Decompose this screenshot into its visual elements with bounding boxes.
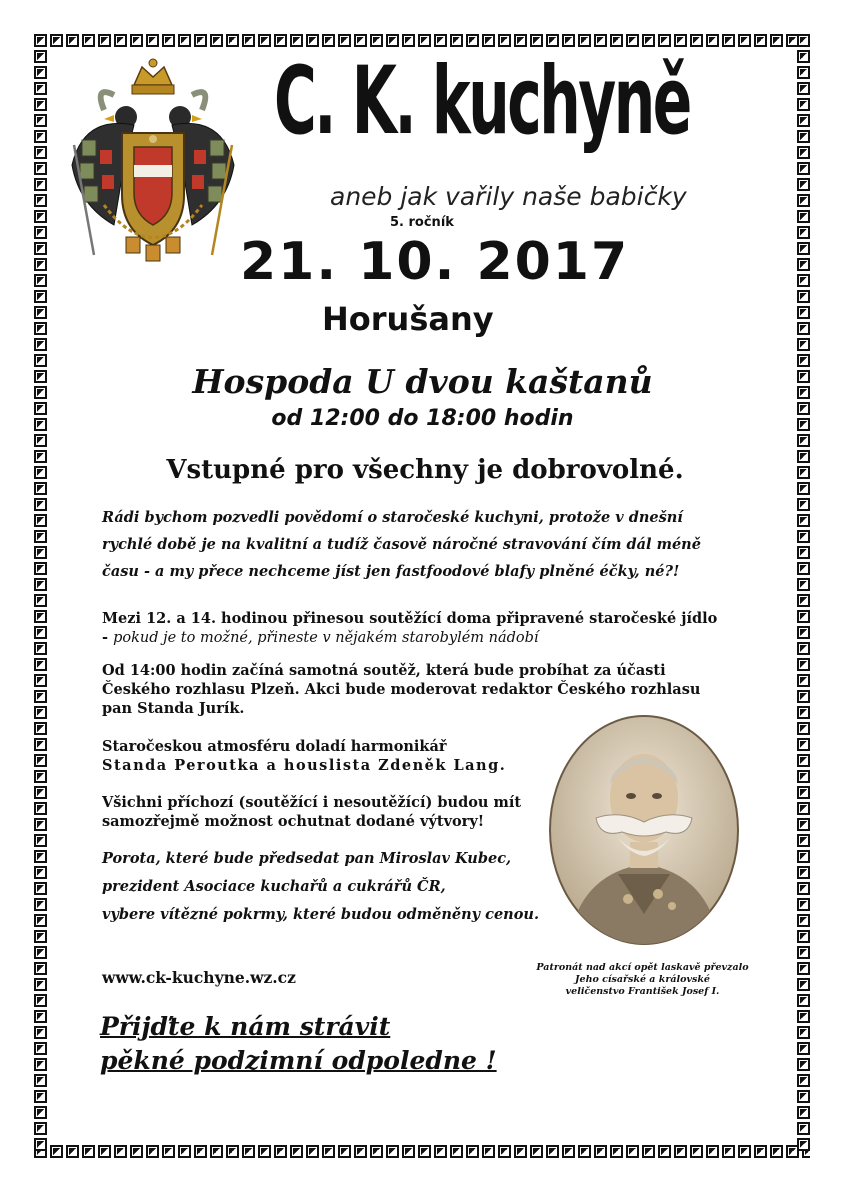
border-tile — [658, 1145, 671, 1158]
border-tile — [34, 370, 47, 383]
border-tile — [34, 674, 47, 687]
border-tile — [34, 162, 47, 175]
border-tile — [338, 34, 351, 47]
border-top — [34, 34, 810, 47]
border-tile — [50, 34, 63, 47]
border-tile — [797, 578, 810, 591]
border-tile — [797, 962, 810, 975]
border-tile — [306, 34, 319, 47]
delivery-paragraph — [102, 609, 717, 648]
tasting-line: Všichni příchozí (soutěžící i nesoutěžící) budou mít — [102, 794, 522, 811]
border-tile — [34, 98, 47, 111]
border-tile — [34, 274, 47, 287]
border-tile — [797, 706, 810, 719]
border-tile — [34, 578, 47, 591]
border-tile — [354, 1145, 367, 1158]
caption-line: Jeho císařské a královské — [575, 974, 710, 985]
border-tile — [797, 1026, 810, 1039]
border-tile — [797, 930, 810, 943]
border-tile — [797, 722, 810, 735]
jury-line: vybere vítězné pokrmy, které budou odměněny cenou. — [102, 906, 539, 923]
border-tile — [98, 1145, 111, 1158]
website-link[interactable]: www.ck-kuchyne.wz.cz — [102, 968, 296, 987]
border-tile — [34, 1042, 47, 1055]
border-tile — [797, 386, 810, 399]
border-tile — [402, 1145, 415, 1158]
border-tile — [797, 1058, 810, 1071]
border-tile — [797, 690, 810, 703]
border-tile — [34, 130, 47, 143]
border-tile — [34, 1106, 47, 1119]
border-tile — [162, 1145, 175, 1158]
border-tile — [797, 674, 810, 687]
border-tile — [546, 1145, 559, 1158]
border-tile — [34, 738, 47, 751]
border-tile — [34, 450, 47, 463]
tasting-line: samozřejmě možnost ochutnat dodané výtvory! — [102, 813, 485, 830]
intro-paragraph — [102, 504, 762, 585]
border-tile — [797, 466, 810, 479]
border-tile — [797, 402, 810, 415]
border-tile — [797, 802, 810, 815]
border-tile — [34, 226, 47, 239]
border-tile — [797, 1106, 810, 1119]
border-tile — [797, 562, 810, 575]
border-tile — [34, 434, 47, 447]
event-hours: od 12:00 do 18:00 hodin — [271, 406, 574, 431]
poster-subtitle: aneb jak vařily naše babičky — [330, 182, 687, 211]
border-tile — [34, 706, 47, 719]
border-tile — [34, 642, 47, 655]
border-tile — [642, 1145, 655, 1158]
border-tile — [34, 466, 47, 479]
border-tile — [466, 1145, 479, 1158]
border-tile — [578, 1145, 591, 1158]
border-tile — [34, 530, 47, 543]
border-tile — [797, 1010, 810, 1023]
border-tile — [258, 34, 271, 47]
border-tile — [797, 546, 810, 559]
border-tile — [34, 1010, 47, 1023]
border-tile — [722, 34, 735, 47]
border-tile — [797, 818, 810, 831]
border-tile — [194, 1145, 207, 1158]
border-tile — [210, 34, 223, 47]
border-tile — [797, 770, 810, 783]
border-tile — [66, 1145, 79, 1158]
border-tile — [34, 978, 47, 991]
border-tile — [797, 642, 810, 655]
border-tile — [34, 626, 47, 639]
border-tile — [34, 386, 47, 399]
border-tile — [797, 258, 810, 271]
border-tile — [738, 34, 751, 47]
music-line: Staročeskou atmosféru doladí harmonikář — [102, 738, 447, 755]
border-tile — [290, 34, 303, 47]
border-tile — [498, 34, 511, 47]
border-right — [797, 34, 810, 1154]
border-tile — [34, 834, 47, 847]
border-tile — [386, 1145, 399, 1158]
border-tile — [466, 34, 479, 47]
border-tile — [797, 162, 810, 175]
border-tile — [34, 930, 47, 943]
border-tile — [797, 898, 810, 911]
border-tile — [797, 66, 810, 79]
delivery-note: pokud je to možné, přineste v nějakém starobylém nádobí — [113, 630, 539, 646]
border-tile — [797, 1074, 810, 1087]
border-tile — [34, 658, 47, 671]
border-tile — [797, 98, 810, 111]
border-tile — [34, 914, 47, 927]
border-tile — [770, 1145, 783, 1158]
call-to-action — [100, 1010, 497, 1078]
border-tile — [674, 1145, 687, 1158]
border-tile — [797, 498, 810, 511]
border-tile — [797, 274, 810, 287]
coat-of-arms-emblem — [64, 55, 242, 270]
border-tile — [690, 1145, 703, 1158]
border-tile — [514, 1145, 527, 1158]
border-tile — [797, 354, 810, 367]
border-tile — [34, 418, 47, 431]
border-tile — [34, 546, 47, 559]
competition-line: Českého rozhlasu Plzeň. Akci bude moderovat redaktor Českého rozhlasu — [102, 681, 701, 698]
border-tile — [450, 34, 463, 47]
border-tile — [530, 1145, 543, 1158]
border-tile — [642, 34, 655, 47]
border-tile — [658, 34, 671, 47]
border-tile — [797, 914, 810, 927]
border-tile — [797, 946, 810, 959]
border-tile — [34, 882, 47, 895]
border-tile — [610, 1145, 623, 1158]
border-tile — [34, 146, 47, 159]
border-tile — [242, 34, 255, 47]
border-tile — [562, 1145, 575, 1158]
border-tile — [34, 338, 47, 351]
border-tile — [797, 1122, 810, 1135]
border-tile — [82, 34, 95, 47]
border-tile — [610, 34, 623, 47]
caption-line: veličenstvo František Josef I. — [565, 986, 720, 997]
border-tile — [482, 34, 495, 47]
border-tile — [226, 1145, 239, 1158]
border-tile — [114, 34, 127, 47]
border-tile — [322, 1145, 335, 1158]
jury-line: Porota, které bude předsedat pan Miroslav Kubec, — [102, 850, 512, 867]
border-tile — [34, 514, 47, 527]
border-tile — [770, 34, 783, 47]
border-tile — [690, 34, 703, 47]
border-tile — [34, 818, 47, 831]
border-tile — [242, 1145, 255, 1158]
border-tile — [450, 1145, 463, 1158]
border-tile — [34, 770, 47, 783]
border-tile — [162, 34, 175, 47]
border-tile — [34, 34, 47, 47]
border-tile — [34, 946, 47, 959]
border-tile — [274, 34, 287, 47]
border-tile — [34, 1074, 47, 1087]
border-tile — [322, 34, 335, 47]
border-tile — [34, 114, 47, 127]
border-tile — [797, 1042, 810, 1055]
border-tile — [706, 1145, 719, 1158]
border-tile — [797, 530, 810, 543]
border-tile — [418, 1145, 431, 1158]
border-tile — [706, 34, 719, 47]
border-tile — [178, 1145, 191, 1158]
competition-paragraph — [102, 661, 700, 718]
border-tile — [402, 34, 415, 47]
border-tile — [34, 306, 47, 319]
border-tile — [34, 194, 47, 207]
border-tile — [34, 498, 47, 511]
portrait-caption — [520, 962, 765, 998]
border-tile — [66, 34, 79, 47]
border-tile — [797, 34, 810, 47]
border-tile — [82, 1145, 95, 1158]
jury-paragraph — [102, 845, 539, 929]
border-tile — [370, 1145, 383, 1158]
border-tile — [178, 34, 191, 47]
border-tile — [34, 802, 47, 815]
border-tile — [498, 1145, 511, 1158]
border-tile — [146, 34, 159, 47]
border-tile — [34, 402, 47, 415]
border-bottom — [34, 1145, 810, 1158]
border-tile — [797, 418, 810, 431]
border-tile — [34, 754, 47, 767]
border-tile — [34, 66, 47, 79]
event-date: 21. 10. 2017 — [240, 232, 630, 292]
border-tile — [797, 738, 810, 751]
border-tile — [722, 1145, 735, 1158]
intro-line: času - a my přece nechceme jíst jen fastfoodové blafy plněné éčky, né?! — [102, 563, 680, 580]
border-tile — [34, 178, 47, 191]
admission-note: Vstupné pro všechny je dobrovolné. — [166, 455, 684, 485]
border-tile — [34, 354, 47, 367]
border-tile — [797, 834, 810, 847]
delivery-dash: - — [102, 629, 114, 646]
border-tile — [797, 482, 810, 495]
border-tile — [797, 754, 810, 767]
border-tile — [34, 594, 47, 607]
border-tile — [797, 338, 810, 351]
border-tile — [797, 226, 810, 239]
border-tile — [797, 1138, 810, 1151]
border-tile — [797, 626, 810, 639]
border-left — [34, 34, 47, 1154]
border-tile — [34, 786, 47, 799]
border-tile — [34, 610, 47, 623]
border-tile — [34, 1058, 47, 1071]
border-tile — [34, 690, 47, 703]
border-tile — [306, 1145, 319, 1158]
border-tile — [797, 194, 810, 207]
border-tile — [797, 210, 810, 223]
border-tile — [797, 882, 810, 895]
border-tile — [34, 290, 47, 303]
border-tile — [754, 1145, 767, 1158]
border-tile — [797, 370, 810, 383]
border-tile — [797, 514, 810, 527]
edition-label: 5. ročník — [390, 215, 454, 230]
border-tile — [626, 34, 639, 47]
border-tile — [797, 146, 810, 159]
cta-line: pěkné podzimní odpoledne ! — [100, 1046, 497, 1075]
border-tile — [514, 34, 527, 47]
border-tile — [738, 1145, 751, 1158]
border-tile — [797, 82, 810, 95]
border-tile — [674, 34, 687, 47]
border-tile — [34, 898, 47, 911]
border-tile — [797, 850, 810, 863]
caption-line: Patronát nad akcí opět laskavě převzalo — [536, 962, 749, 973]
poster-title: C. K. kuchyně — [274, 47, 690, 156]
border-tile — [434, 1145, 447, 1158]
border-tile — [34, 82, 47, 95]
border-tile — [797, 130, 810, 143]
border-tile — [34, 322, 47, 335]
border-tile — [194, 34, 207, 47]
border-tile — [34, 994, 47, 1007]
intro-line: rychlé době je na kvalitní a tudíž časově náročné stravování čím dál méně — [102, 536, 701, 553]
border-tile — [34, 866, 47, 879]
music-line: Standa Peroutka a houslista Zdeněk Lang. — [102, 757, 507, 774]
border-tile — [797, 450, 810, 463]
border-tile — [386, 34, 399, 47]
border-tile — [34, 562, 47, 575]
border-tile — [754, 34, 767, 47]
border-tile — [290, 1145, 303, 1158]
border-tile — [578, 34, 591, 47]
border-tile — [146, 1145, 159, 1158]
border-tile — [797, 610, 810, 623]
border-tile — [530, 34, 543, 47]
border-tile — [98, 34, 111, 47]
border-tile — [797, 434, 810, 447]
border-tile — [274, 1145, 287, 1158]
border-tile — [354, 34, 367, 47]
delivery-line: Mezi 12. a 14. hodinou přinesou soutěžící doma připravené staročeské jídlo — [102, 610, 718, 627]
border-tile — [34, 482, 47, 495]
border-tile — [130, 1145, 143, 1158]
border-tile — [797, 994, 810, 1007]
border-tile — [797, 242, 810, 255]
border-tile — [797, 978, 810, 991]
border-tile — [797, 594, 810, 607]
border-tile — [797, 786, 810, 799]
border-tile — [338, 1145, 351, 1158]
border-tile — [34, 1090, 47, 1103]
border-tile — [258, 1145, 271, 1158]
border-tile — [130, 34, 143, 47]
event-place: Horušany — [322, 300, 494, 338]
border-tile — [34, 258, 47, 271]
border-tile — [594, 1145, 607, 1158]
border-tile — [34, 962, 47, 975]
border-tile — [418, 34, 431, 47]
border-tile — [562, 34, 575, 47]
border-tile — [797, 866, 810, 879]
border-tile — [797, 306, 810, 319]
border-tile — [34, 1138, 47, 1151]
border-tile — [797, 50, 810, 63]
competition-line: pan Standa Jurík. — [102, 700, 245, 717]
competition-line: Od 14:00 hodin začíná samotná soutěž, která bude probíhat za účasti — [102, 662, 666, 679]
border-tile — [482, 1145, 495, 1158]
border-tile — [546, 34, 559, 47]
border-tile — [226, 34, 239, 47]
border-tile — [797, 290, 810, 303]
border-tile — [34, 1026, 47, 1039]
border-tile — [797, 178, 810, 191]
border-tile — [626, 1145, 639, 1158]
border-tile — [34, 722, 47, 735]
border-tile — [50, 1145, 63, 1158]
border-tile — [210, 1145, 223, 1158]
delivery-note-line — [102, 628, 717, 648]
intro-line: Rádi bychom pozvedli povědomí o staročeské kuchyni, protože v dnešní — [102, 509, 683, 526]
border-tile — [434, 34, 447, 47]
music-paragraph — [102, 737, 506, 775]
cta-line: Přijďte k nám strávit — [100, 1012, 391, 1041]
border-tile — [34, 50, 47, 63]
tasting-paragraph — [102, 793, 521, 831]
border-tile — [34, 1122, 47, 1135]
border-tile — [797, 658, 810, 671]
border-tile — [34, 210, 47, 223]
border-tile — [797, 322, 810, 335]
border-tile — [594, 34, 607, 47]
border-tile — [370, 34, 383, 47]
border-tile — [34, 850, 47, 863]
event-venue: Hospoda U dvou kaštanů — [192, 362, 653, 401]
border-tile — [797, 1090, 810, 1103]
border-tile — [114, 1145, 127, 1158]
jury-line: prezident Asociace kuchařů a cukrářů ČR, — [102, 878, 446, 895]
emperor-portrait — [548, 714, 740, 946]
border-tile — [797, 114, 810, 127]
border-tile — [34, 242, 47, 255]
